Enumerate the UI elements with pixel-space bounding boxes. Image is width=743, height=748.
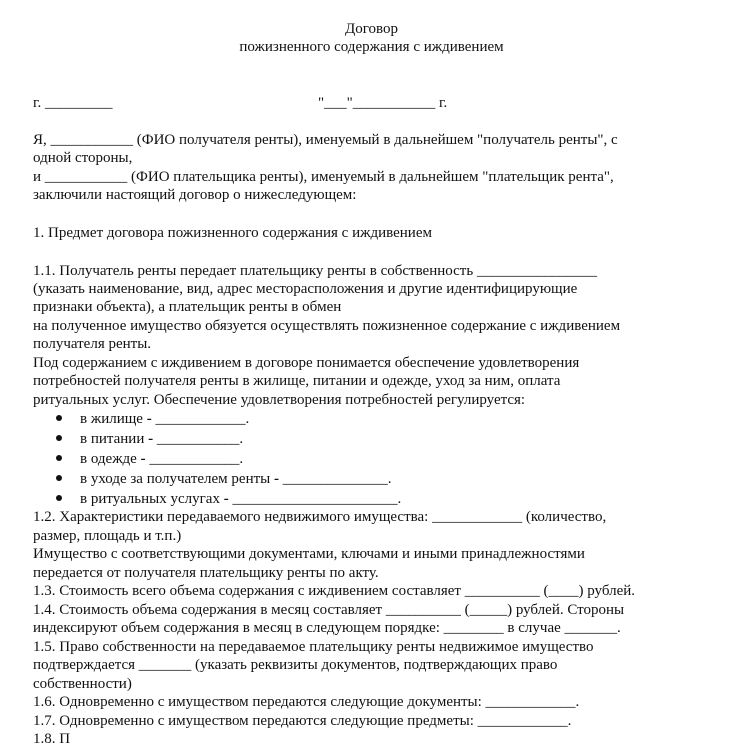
bullet-dash: - bbox=[223, 491, 229, 507]
section-heading: 1. Предмет договора пожизненного содержания с иждивением bbox=[33, 225, 432, 241]
bullet-label: в уходе за получателем ренты bbox=[80, 471, 274, 487]
bullet-dot-icon bbox=[56, 415, 62, 421]
clause-line: получателя ренты. bbox=[33, 336, 152, 352]
bullet-dash: - bbox=[146, 411, 152, 427]
clause-line: размер, площадь и т.п.) bbox=[33, 528, 182, 544]
intro-line: Я, ___________ (ФИО получателя ренты), именуемый в дальнейшем "получатель ренты", с bbox=[33, 132, 618, 148]
list-item bbox=[80, 410, 249, 428]
date-field: "___"___________ г. bbox=[318, 95, 448, 111]
bullet-label: в питании bbox=[80, 431, 149, 447]
clause-line: 1.3. Стоимость всего объема содержания с иждивением составляет __________ (____) рублей. bbox=[33, 583, 635, 599]
bullet-label: в жилище bbox=[80, 411, 147, 427]
bullet-blank: ____________. bbox=[151, 411, 250, 427]
bullet-dot-icon bbox=[56, 455, 62, 461]
bullet-blank: ____________. bbox=[145, 451, 244, 467]
bullet-label: в одежде bbox=[80, 451, 141, 467]
clause-line: 1.8. П bbox=[33, 731, 71, 747]
bullet-dash: - bbox=[274, 471, 279, 487]
bullet-label: в ритуальных услугах bbox=[80, 491, 224, 507]
clause-line: подтверждается _______ (указать реквизиты документов, подтверждающих право bbox=[33, 657, 558, 673]
bullet-blank: ______________. bbox=[279, 471, 392, 487]
bullet-dot-icon bbox=[56, 495, 62, 501]
bullet-dash: - bbox=[148, 431, 154, 447]
clause-line: индексируют объем содержания в месяц в следующем порядке: ________ в случае _______. bbox=[33, 620, 621, 636]
clause-line: 1.7. Одновременно с имуществом передаются следующие предметы: ____________. bbox=[33, 713, 572, 729]
bullet-blank: ______________________. bbox=[228, 491, 402, 507]
clause-line: 1.2. Характеристики передаваемого недвижимого имущества: ____________ (количество, bbox=[33, 509, 607, 525]
document-subtitle: пожизненного содержания с иждивением bbox=[239, 39, 504, 55]
list-item bbox=[80, 450, 243, 468]
clause-line: Под содержанием с иждивением в договоре понимается обеспечение удовлетворения bbox=[33, 355, 580, 371]
list-item bbox=[80, 430, 243, 448]
list-item bbox=[80, 490, 401, 508]
place-field: г. _________ bbox=[33, 95, 113, 111]
clause-line: на полученное имущество обязуется осуществлять пожизненное содержание с иждивением bbox=[33, 318, 621, 334]
clause-line: 1.1. Получатель ренты передает плательщику ренты в собственность ________________ bbox=[33, 263, 597, 279]
clause-line: 1.4. Стоимость объема содержания в месяц составляет __________ (_____) рублей. Стороны bbox=[33, 602, 625, 618]
clause-line: передается от получателя плательщику ренты по акту. bbox=[33, 565, 379, 581]
intro-line: заключили настоящий договор о нижеследующем: bbox=[33, 187, 357, 203]
intro-line: и ___________ (ФИО плательщика ренты), именуемый в дальнейшем "плательщик рента", bbox=[33, 169, 614, 185]
clause-line: собственности) bbox=[33, 676, 132, 692]
clause-line: (указать наименование, вид, адрес месторасположения и другие идентифицирующие bbox=[33, 281, 578, 297]
clause-line: 1.5. Право собственности на передаваемое плательщику ренты недвижимое имущество bbox=[33, 639, 594, 655]
bullet-dot-icon bbox=[56, 475, 62, 481]
intro-line: одной стороны, bbox=[33, 150, 133, 166]
clause-line: Имущество с соответствующими документами, ключами и иными принадлежностями bbox=[33, 546, 585, 562]
clause-line: признаки объекта), а плательщик ренты в обмен bbox=[33, 299, 342, 315]
clause-line: потребностей получателя ренты в жилище, питании и одежде, уход за ним, оплата bbox=[33, 373, 561, 389]
bullet-dot-icon bbox=[56, 435, 62, 441]
clause-line: ритуальных услуг. Обеспечение удовлетворения потребностей регулируется: bbox=[33, 392, 526, 408]
clause-line: 1.6. Одновременно с имуществом передаются следующие документы: ____________. bbox=[33, 694, 580, 710]
bullet-dash: - bbox=[140, 451, 146, 467]
list-item bbox=[80, 470, 392, 488]
bullet-blank: ___________. bbox=[153, 431, 244, 447]
document-title: Договор bbox=[345, 21, 398, 37]
